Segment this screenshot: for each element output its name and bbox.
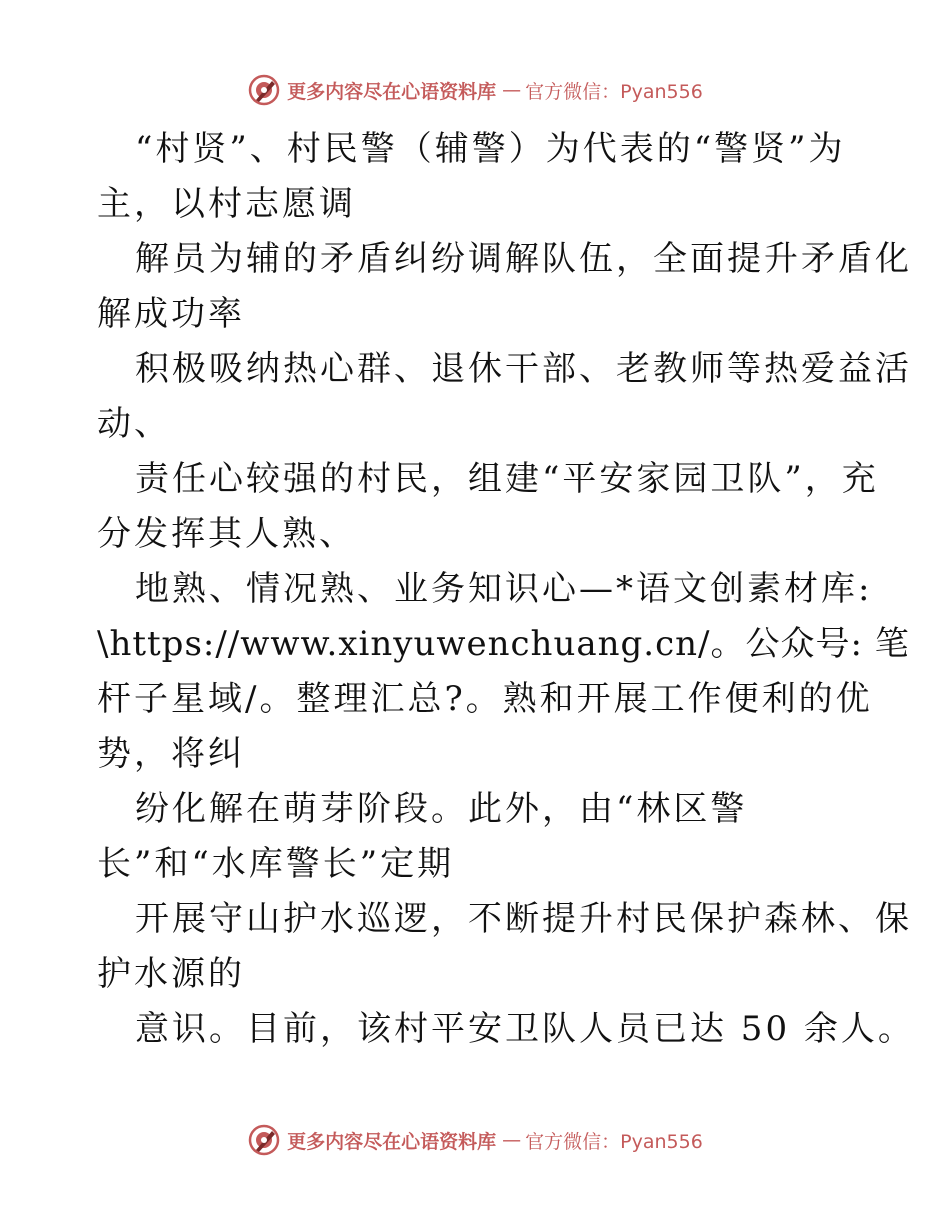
watermark-content xyxy=(247,73,703,107)
text-line: 积极吸纳热心群、退休干部、老教师等热爱益活 xyxy=(135,349,912,389)
document-body xyxy=(97,122,915,1057)
text-line: 意识。目前，该村平安卫队人员已达 50 余人。 xyxy=(135,1009,915,1049)
logo-icon xyxy=(247,73,281,107)
watermark-dash: — xyxy=(502,1129,520,1151)
header-watermark xyxy=(0,70,950,110)
text-line: 分发挥其人熟、 xyxy=(97,514,356,554)
text-line: 解成功率 xyxy=(97,294,245,334)
watermark-dash: — xyxy=(502,79,520,101)
watermark-wechat: 官方微信：Pyan556 xyxy=(525,1130,703,1153)
text-line: 势，将纠 xyxy=(97,734,245,774)
text-line-url: \https://www.xinyuwenchuang.cn/。公众号: 笔 xyxy=(97,624,910,664)
logo-icon xyxy=(247,1123,281,1157)
watermark-text: 更多内容尽在心语资料库 xyxy=(287,80,497,103)
text-line: 长”和“水库警长”定期 xyxy=(97,844,455,884)
text-line: 杆子星域/。整理汇总?。熟和开展工作便利的优 xyxy=(97,679,873,719)
text-line: “村贤”、村民警（辅警）为代表的“警贤”为 xyxy=(135,129,846,169)
text-line: 动、 xyxy=(97,404,171,444)
text-line: 责任心较强的村民，组建“平安家园卫队”，充 xyxy=(135,459,879,499)
text-line: 地熟、情况熟、业务知识心—*语文创素材库: xyxy=(135,569,873,609)
watermark-content xyxy=(247,1123,703,1157)
footer-watermark xyxy=(0,1120,950,1160)
watermark-text: 更多内容尽在心语资料库 xyxy=(287,1130,497,1153)
text-line: 解员为辅的矛盾纠纷调解队伍，全面提升矛盾化 xyxy=(135,239,912,279)
watermark-wechat: 官方微信：Pyan556 xyxy=(525,80,703,103)
text-line: 主，以村志愿调 xyxy=(97,184,356,224)
text-line: 纷化解在萌芽阶段。此外，由“林区警 xyxy=(135,789,748,829)
text-line: 开展守山护水巡逻，不断提升村民保护森林、保 xyxy=(135,899,912,939)
text-line: 护水源的 xyxy=(97,954,245,994)
